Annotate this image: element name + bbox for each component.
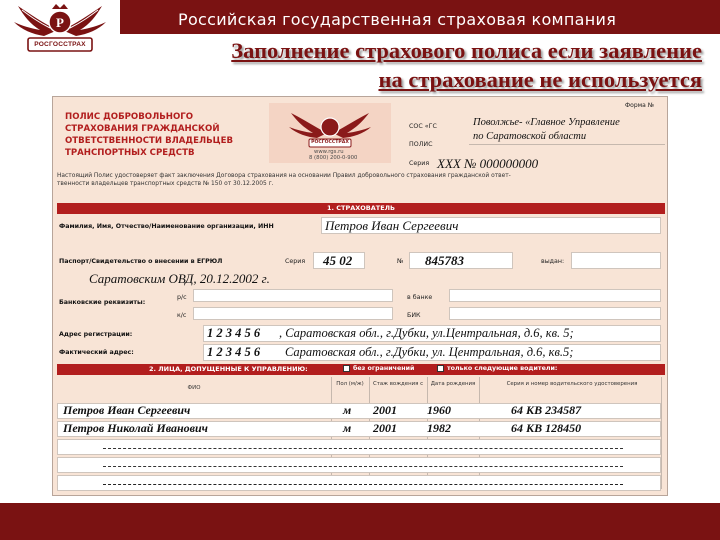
polis-label: ПОЛИС bbox=[409, 141, 433, 148]
dash-line bbox=[103, 448, 623, 450]
section-drivers-title: 2. ЛИЦА, ДОПУЩЕННЫЕ К УПРАВЛЕНИЮ: bbox=[149, 365, 308, 373]
issued-label: выдан: bbox=[541, 258, 565, 265]
emblem-caption: РОСГОССТРАХ bbox=[311, 140, 349, 145]
insurance-policy-form bbox=[52, 96, 668, 496]
issued-field[interactable] bbox=[571, 252, 661, 269]
bank-name-label: в банке bbox=[407, 294, 433, 301]
policy-emblem bbox=[269, 103, 391, 163]
driver-experience: 2001 bbox=[373, 421, 397, 435]
phone-text: 8 (800) 200-0-900 bbox=[309, 155, 358, 161]
driver-sex: м bbox=[343, 403, 352, 417]
driver-license: 64 КВ 128450 bbox=[511, 421, 582, 435]
rs-field[interactable] bbox=[193, 289, 393, 302]
table-row[interactable] bbox=[57, 457, 661, 473]
driver-license: 64 КВ 234587 bbox=[511, 403, 582, 417]
dash-line bbox=[103, 484, 623, 486]
intro-text-line-1: Настоящий Полис удостоверяет факт заключения Договора страхования на основании Правил добровольного страхования гражданской ответ- bbox=[57, 173, 511, 179]
driver-birth: 1982 bbox=[427, 421, 451, 435]
ks-label: к/с bbox=[177, 312, 187, 319]
bank-requisites-label: Банковские реквизиты: bbox=[59, 299, 146, 306]
bik-field[interactable] bbox=[449, 307, 661, 320]
table-row[interactable] bbox=[57, 439, 661, 455]
bik-label: БИК bbox=[407, 312, 421, 319]
ks-field[interactable] bbox=[193, 307, 393, 320]
slide-title-line-2: на страхование не используется bbox=[378, 67, 702, 92]
seria-label: Серия bbox=[409, 160, 430, 167]
bank-name-field[interactable] bbox=[449, 289, 661, 302]
only-drivers-checkbox[interactable] bbox=[437, 365, 444, 372]
site-text: www.rgs.ru bbox=[314, 149, 344, 155]
driver-birth: 1960 bbox=[427, 403, 451, 417]
passport-seria-value: 45 02 bbox=[323, 253, 353, 268]
column-sex: Пол (м/ж) bbox=[336, 381, 364, 387]
policy-title: ПОЛИС ДОБРОВОЛЬНОГО СТРАХОВАНИЯ ГРАЖДАНСКОЙ ОТВЕТСТВЕННОСТИ ВЛАДЕЛЬЦЕВ ТРАНСПОРТНЫХ СРЕДСТВ bbox=[65, 112, 234, 158]
driver-fio: Петров Иван Сергеевич bbox=[63, 403, 191, 417]
fio-value: Петров Иван Сергеевич bbox=[325, 218, 459, 233]
branch-name-line-2: по Саратовской области bbox=[473, 131, 587, 142]
form-number-label: Форма № bbox=[625, 102, 654, 109]
branch-name-line-1: Поволжье- «Главное Управление bbox=[473, 117, 620, 128]
driver-fio: Петров Николай Иванович bbox=[63, 421, 208, 435]
driver-sex: м bbox=[343, 421, 352, 435]
registration-address-value: , Саратовская обл., г.Дубки, ул.Центральная, д.6, кв. 5; bbox=[279, 326, 574, 340]
actual-address-value: Саратовская обл., г.Дубки, ул. Центральная, д.6, кв.5; bbox=[285, 345, 574, 359]
rs-label: р/с bbox=[177, 294, 187, 301]
registration-address-label: Адрес регистрации: bbox=[59, 331, 133, 338]
column-experience: Стаж вождения с bbox=[372, 381, 424, 387]
soc-label: СОС «ГС bbox=[409, 123, 437, 130]
intro-text-line-2: твенности владельцев транспортных средств № 150 от 30.12.2005 г. bbox=[57, 181, 274, 187]
logo-text: РОСГОССТРАХ bbox=[34, 41, 86, 48]
fio-label: Фамилия, Имя, Отчество/Наименование организации, ИНН bbox=[59, 223, 274, 230]
driver-experience: 2001 bbox=[373, 403, 397, 417]
column-license: Серия и номер водительского удостоверения bbox=[506, 381, 638, 387]
svg-text:Р: Р bbox=[56, 15, 64, 30]
dash-line bbox=[103, 466, 623, 468]
passport-number-value: 845783 bbox=[425, 253, 464, 268]
passport-seria-label: Серия bbox=[285, 258, 306, 265]
passport-label: Паспорт/Свидетельство о внесении в ЕГРЮЛ bbox=[59, 258, 223, 265]
passport-no-label: № bbox=[397, 258, 404, 265]
company-logo bbox=[0, 0, 120, 64]
slide-title-line-1: Заполнение страхового полиса если заявление bbox=[231, 38, 702, 63]
footer-bar bbox=[0, 503, 720, 540]
only-drivers-label: только следующие водители: bbox=[447, 365, 558, 372]
section-policyholder-header: 1. СТРАХОВАТЕЛЬ bbox=[57, 203, 665, 214]
company-title: Российская государственная страховая компания bbox=[178, 10, 617, 29]
table-row[interactable] bbox=[57, 475, 661, 491]
no-limit-checkbox[interactable] bbox=[343, 365, 350, 372]
registration-index: 1 2 3 4 5 6 bbox=[207, 326, 261, 340]
column-fio: ФИО bbox=[187, 385, 201, 391]
slide-title bbox=[231, 36, 702, 94]
column-birth-date: Дата рождения bbox=[430, 381, 476, 387]
series-number: XXX № 000000000 bbox=[437, 156, 539, 171]
actual-index: 1 2 3 4 5 6 bbox=[207, 345, 261, 359]
actual-address-label: Фактический адрес: bbox=[59, 349, 134, 356]
issued-value: Саратовским ОВД, 20.12.2002 г. bbox=[89, 271, 270, 286]
eagle-emblem-icon bbox=[0, 0, 120, 64]
no-limit-label: без ограничений bbox=[353, 365, 415, 372]
